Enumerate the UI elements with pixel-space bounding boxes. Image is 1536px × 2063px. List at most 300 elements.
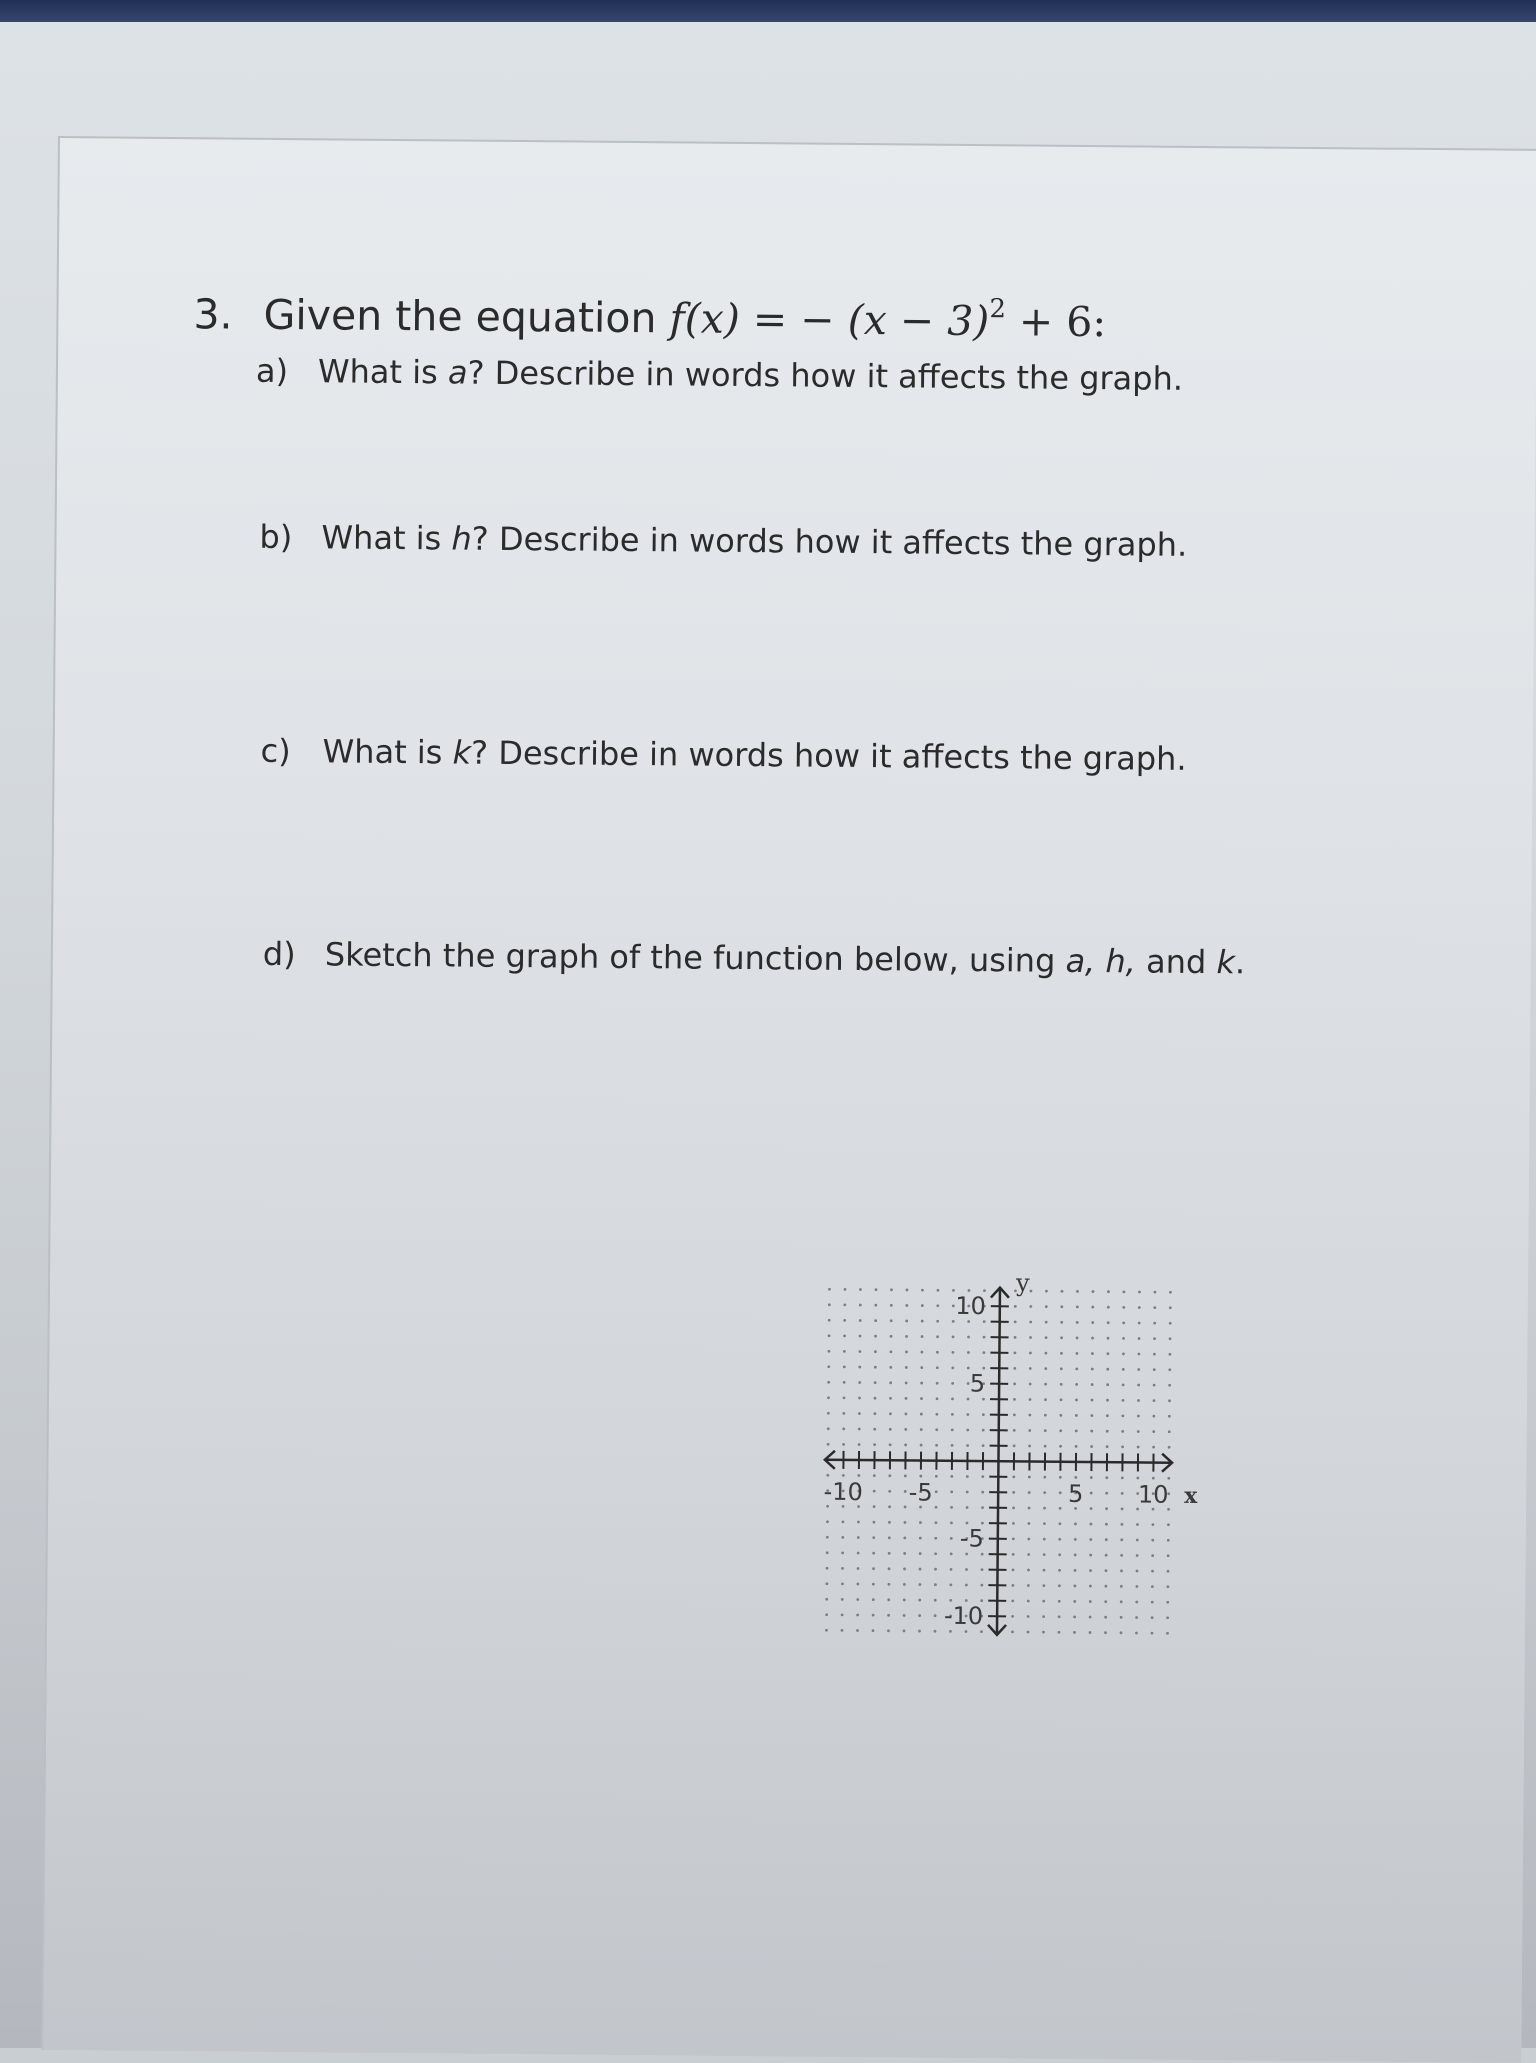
grid-dot	[1027, 1569, 1030, 1572]
grid-dot	[827, 1427, 830, 1430]
grid-dot	[1045, 1352, 1048, 1355]
grid-dot	[1029, 1352, 1032, 1355]
grid-dot	[1028, 1429, 1031, 1432]
grid-dot	[967, 1336, 970, 1339]
grid-dot	[1106, 1430, 1109, 1433]
grid-dot	[1107, 1352, 1110, 1355]
equation-equals: =	[753, 295, 788, 343]
grid-dot	[1153, 1368, 1156, 1371]
grid-dot	[1168, 1446, 1171, 1449]
grid-dot	[1105, 1523, 1108, 1526]
grid-dot	[889, 1443, 892, 1446]
grid-dot	[826, 1520, 829, 1523]
grid-dot	[1073, 1631, 1076, 1634]
grid-dot	[949, 1583, 952, 1586]
grid-dot	[1104, 1631, 1107, 1634]
window-top-bar	[0, 0, 1536, 22]
grid-dot	[889, 1412, 892, 1415]
grid-dot	[1089, 1616, 1092, 1619]
grid-dot	[1043, 1476, 1046, 1479]
grid-dot	[841, 1613, 844, 1616]
grid-dot	[1044, 1445, 1047, 1448]
grid-dot	[1122, 1337, 1125, 1340]
grid-dot	[888, 1474, 891, 1477]
grid-dot	[1013, 1367, 1016, 1370]
grid-dot	[934, 1614, 937, 1617]
grid-dot	[1121, 1507, 1124, 1510]
grid-dot	[1043, 1569, 1046, 1572]
grid-dot	[903, 1630, 906, 1633]
grid-dot	[1076, 1337, 1079, 1340]
grid-dot	[825, 1629, 828, 1632]
grid-dot	[935, 1475, 938, 1478]
grid-dot	[1169, 1337, 1172, 1340]
grid-dot	[828, 1319, 831, 1322]
grid-dot	[1122, 1306, 1125, 1309]
grid-dot	[1014, 1320, 1017, 1323]
grid-dot	[934, 1568, 937, 1571]
grid-dot	[888, 1505, 891, 1508]
part-d-post: .	[1235, 943, 1246, 981]
grid-dot	[859, 1335, 862, 1338]
grid-dot	[843, 1334, 846, 1337]
grid-dot	[1122, 1352, 1125, 1355]
grid-dot	[1029, 1305, 1032, 1308]
grid-dot	[1107, 1337, 1110, 1340]
grid-dot	[1076, 1306, 1079, 1309]
grid-dot	[1011, 1584, 1014, 1587]
grid-dot	[1122, 1321, 1125, 1324]
grid-dot	[874, 1319, 877, 1322]
grid-dot	[905, 1382, 908, 1385]
grid-dot	[1044, 1398, 1047, 1401]
grid-dot	[1061, 1290, 1064, 1293]
grid-dot	[967, 1351, 970, 1354]
grid-dot	[1059, 1429, 1062, 1432]
grid-dot	[843, 1319, 846, 1322]
grid-dot	[1152, 1477, 1155, 1480]
grid-dot	[921, 1351, 924, 1354]
grid-dot	[1027, 1600, 1030, 1603]
grid-dot	[1153, 1322, 1156, 1325]
grid-dot	[857, 1567, 860, 1570]
grid-dot	[874, 1381, 877, 1384]
grid-dot	[1028, 1476, 1031, 1479]
grid-dot	[872, 1536, 875, 1539]
grid-dot	[826, 1567, 829, 1570]
grid-dot	[859, 1288, 862, 1291]
grid-dot	[1091, 1321, 1094, 1324]
grid-dot	[1167, 1570, 1170, 1573]
grid-dot	[936, 1320, 939, 1323]
grid-dot	[1074, 1554, 1077, 1557]
grid-dot	[1013, 1444, 1016, 1447]
grid-dot	[1075, 1399, 1078, 1402]
grid-dot	[1121, 1414, 1124, 1417]
grid-dot	[950, 1552, 953, 1555]
grid-dot	[905, 1397, 908, 1400]
grid-dot	[951, 1413, 954, 1416]
grid-dot	[1137, 1399, 1140, 1402]
grid-dot	[1089, 1631, 1092, 1634]
grid-dot	[843, 1381, 846, 1384]
grid-dot	[1138, 1306, 1141, 1309]
grid-dot	[1059, 1507, 1062, 1510]
grid-dot	[827, 1381, 830, 1384]
grid-dot	[858, 1397, 861, 1400]
grid-dot	[905, 1304, 908, 1307]
grid-dot	[1167, 1477, 1170, 1480]
grid-dot	[981, 1491, 984, 1494]
part-b-pre: What is	[321, 518, 451, 557]
grid-dot	[1028, 1522, 1031, 1525]
y-axis	[997, 1288, 1000, 1635]
grid-dot	[1120, 1569, 1123, 1572]
grid-dot	[1058, 1600, 1061, 1603]
grid-dot	[889, 1428, 892, 1431]
grid-dot	[1106, 1368, 1109, 1371]
grid-dot	[1075, 1414, 1078, 1417]
grid-dot	[1137, 1384, 1140, 1387]
grid-dot	[1090, 1430, 1093, 1433]
grid-dot	[1136, 1539, 1139, 1542]
grid-dot	[951, 1397, 954, 1400]
grid-dot	[1030, 1290, 1033, 1293]
grid-dot	[1089, 1585, 1092, 1588]
grid-dot	[1060, 1398, 1063, 1401]
equation-lhs: f(x)	[669, 294, 740, 343]
grid-dot	[919, 1521, 922, 1524]
grid-dot	[1136, 1570, 1139, 1573]
grid-dot	[1120, 1600, 1123, 1603]
grid-dot	[1043, 1553, 1046, 1556]
grid-dot	[980, 1584, 983, 1587]
grid-dot	[1136, 1554, 1139, 1557]
grid-dot	[920, 1428, 923, 1431]
grid-dot	[1138, 1322, 1141, 1325]
grid-dot	[1075, 1383, 1078, 1386]
grid-dot	[919, 1568, 922, 1571]
grid-dot	[1090, 1507, 1093, 1510]
grid-dot	[1105, 1569, 1108, 1572]
grid-dot	[966, 1444, 969, 1447]
grid-dot	[1090, 1476, 1093, 1479]
grid-dot	[1168, 1415, 1171, 1418]
grid-dot	[856, 1583, 859, 1586]
grid-dot	[903, 1583, 906, 1586]
grid-dot	[935, 1413, 938, 1416]
part-d-pre: Sketch the graph of the function below, using	[325, 935, 1066, 979]
grid-dot	[1029, 1398, 1032, 1401]
grid-dot	[1168, 1399, 1171, 1402]
grid-dot	[841, 1567, 844, 1570]
grid-dot	[934, 1583, 937, 1586]
grid-dot	[1120, 1616, 1123, 1619]
grid-dot	[1059, 1522, 1062, 1525]
grid-dot	[1076, 1352, 1079, 1355]
grid-dot	[936, 1335, 939, 1338]
grid-dot	[967, 1320, 970, 1323]
grid-dot	[1060, 1305, 1063, 1308]
grid-dot	[856, 1614, 859, 1617]
grid-dot	[1074, 1569, 1077, 1572]
grid-dot	[1136, 1477, 1139, 1480]
grid-dot	[887, 1583, 890, 1586]
grid-dot	[1089, 1600, 1092, 1603]
grid-dot	[1151, 1570, 1154, 1573]
grid-dot	[872, 1567, 875, 1570]
grid-dot	[843, 1350, 846, 1353]
grid-dot	[966, 1413, 969, 1416]
grid-dot	[859, 1304, 862, 1307]
grid-dot	[1011, 1615, 1014, 1618]
grid-dot	[1137, 1368, 1140, 1371]
grid-dot	[935, 1428, 938, 1431]
grid-dot	[981, 1568, 984, 1571]
grid-dot	[1042, 1615, 1045, 1618]
grid-dot	[1012, 1491, 1015, 1494]
grid-dot	[1011, 1630, 1014, 1633]
grid-dot	[1136, 1523, 1139, 1526]
grid-dot	[1027, 1615, 1030, 1618]
grid-dot	[888, 1567, 891, 1570]
grid-dot	[1012, 1537, 1015, 1540]
x-axis-label: x	[1184, 1483, 1198, 1509]
grid-dot	[1091, 1352, 1094, 1355]
grid-dot	[1012, 1522, 1015, 1525]
grid-dot	[1029, 1367, 1032, 1370]
grid-dot	[982, 1398, 985, 1401]
grid-dot	[1104, 1585, 1107, 1588]
part-c-pre: What is	[322, 732, 452, 771]
grid-dot	[872, 1598, 875, 1601]
grid-dot	[904, 1444, 907, 1447]
grid-dot	[936, 1304, 939, 1307]
grid-dot	[1153, 1306, 1156, 1309]
grid-dot	[1167, 1539, 1170, 1542]
grid-dot	[873, 1521, 876, 1524]
grid-dot	[1105, 1507, 1108, 1510]
coordinate-grid[interactable]	[43, 138, 1536, 2063]
grid-dot	[1135, 1585, 1138, 1588]
part-c-var: k	[452, 733, 471, 771]
y-tick-label: 10	[955, 1292, 986, 1320]
grid-dot	[1074, 1538, 1077, 1541]
grid-dot	[842, 1427, 845, 1430]
grid-dot	[887, 1629, 890, 1632]
grid-dot	[920, 1397, 923, 1400]
grid-dot	[1042, 1631, 1045, 1634]
grid-dot	[904, 1506, 907, 1509]
grid-dot	[858, 1428, 861, 1431]
grid-dot	[981, 1553, 984, 1556]
grid-dot	[1168, 1384, 1171, 1387]
grid-dot	[843, 1396, 846, 1399]
grid-dot	[858, 1381, 861, 1384]
grid-dot	[1012, 1506, 1015, 1509]
grid-dot	[1042, 1584, 1045, 1587]
grid-dot	[1106, 1399, 1109, 1402]
grid-dot	[951, 1444, 954, 1447]
grid-dot	[842, 1443, 845, 1446]
grid-dot	[1058, 1569, 1061, 1572]
grid-dot	[904, 1413, 907, 1416]
grid-dot	[828, 1350, 831, 1353]
grid-dot	[874, 1397, 877, 1400]
x-tick-label: 5	[1068, 1480, 1084, 1508]
grid-dot	[872, 1629, 875, 1632]
grid-dot	[1058, 1615, 1061, 1618]
grid-dot	[1012, 1568, 1015, 1571]
grid-dot	[903, 1568, 906, 1571]
grid-dot	[1166, 1601, 1169, 1604]
worksheet-page	[41, 136, 1536, 2063]
part-d-vars: a, h,	[1065, 942, 1136, 981]
grid-dot	[1120, 1554, 1123, 1557]
grid-dot	[935, 1506, 938, 1509]
grid-dot	[1013, 1382, 1016, 1385]
equation-exponent: 2	[989, 294, 1006, 324]
grid-dot	[1151, 1632, 1154, 1635]
grid-dot	[1013, 1429, 1016, 1432]
grid-dot	[1121, 1430, 1124, 1433]
grid-dot	[1152, 1446, 1155, 1449]
grid-dot	[1135, 1601, 1138, 1604]
grid-dot	[934, 1599, 937, 1602]
grid-dot	[1089, 1538, 1092, 1541]
grid-dot	[1151, 1616, 1154, 1619]
grid-dot	[903, 1599, 906, 1602]
grid-dot	[890, 1319, 893, 1322]
grid-dot	[1013, 1398, 1016, 1401]
grid-dot	[1027, 1553, 1030, 1556]
x-tick-label: -10	[823, 1478, 862, 1506]
grid-dot	[1152, 1415, 1155, 1418]
grid-dot	[921, 1289, 924, 1292]
part-a-post: ? Describe in words how it affects the graph.	[467, 354, 1183, 398]
grid-dot	[872, 1614, 875, 1617]
grid-dot	[934, 1630, 937, 1633]
grid-dot	[827, 1365, 830, 1368]
grid-dot	[1122, 1383, 1125, 1386]
grid-dot	[920, 1366, 923, 1369]
grid-dot	[827, 1412, 830, 1415]
grid-dot	[980, 1630, 983, 1633]
grid-dot	[1105, 1476, 1108, 1479]
grid-dot	[951, 1428, 954, 1431]
grid-dot	[966, 1491, 969, 1494]
grid-dot	[873, 1474, 876, 1477]
grid-dot	[1166, 1632, 1169, 1635]
grid-dot	[857, 1521, 860, 1524]
grid-dot	[1073, 1616, 1076, 1619]
grid-dot	[1120, 1631, 1123, 1634]
grid-dot	[1090, 1414, 1093, 1417]
grid-dot	[874, 1304, 877, 1307]
grid-dot	[841, 1536, 844, 1539]
grid-dot	[1045, 1321, 1048, 1324]
grid-dot	[1060, 1383, 1063, 1386]
grid-dot	[873, 1443, 876, 1446]
grid-dot	[936, 1366, 939, 1369]
grid-dot	[1107, 1321, 1110, 1324]
grid-dot	[1029, 1383, 1032, 1386]
grid-dot	[828, 1303, 831, 1306]
grid-dot	[1104, 1616, 1107, 1619]
grid-dot	[937, 1289, 940, 1292]
grid-dot	[1105, 1538, 1108, 1541]
grid-dot	[904, 1428, 907, 1431]
grid-dot	[918, 1630, 921, 1633]
grid-dot	[888, 1536, 891, 1539]
grid-dot	[873, 1412, 876, 1415]
grid-dot	[1122, 1368, 1125, 1371]
grid-dot	[1060, 1367, 1063, 1370]
grid-dot	[952, 1351, 955, 1354]
grid-dot	[1058, 1538, 1061, 1541]
grid-dot	[842, 1412, 845, 1415]
part-d-letter: d)	[263, 935, 325, 974]
grid-dot	[1151, 1601, 1154, 1604]
grid-dot	[1075, 1368, 1078, 1371]
equation-base: (x − 3)	[847, 296, 989, 345]
grid-dot	[874, 1335, 877, 1338]
grid-dot	[1122, 1399, 1125, 1402]
grid-dot	[1090, 1492, 1093, 1495]
grid-dot	[1013, 1413, 1016, 1416]
grid-dot	[1151, 1585, 1154, 1588]
grid-dot	[904, 1490, 907, 1493]
grid-dot	[1121, 1523, 1124, 1526]
grid-dot	[1044, 1414, 1047, 1417]
grid-dot	[872, 1583, 875, 1586]
grid-dot	[1169, 1306, 1172, 1309]
grid-dot	[919, 1537, 922, 1540]
grid-dot	[1045, 1290, 1048, 1293]
grid-dot	[890, 1304, 893, 1307]
grid-dot	[889, 1366, 892, 1369]
grid-dot	[1012, 1553, 1015, 1556]
grid-dot	[983, 1320, 986, 1323]
grid-dot	[1120, 1585, 1123, 1588]
grid-dot	[1058, 1553, 1061, 1556]
grid-dot	[981, 1475, 984, 1478]
grid-dot	[982, 1413, 985, 1416]
grid-dot	[1059, 1476, 1062, 1479]
grid-dot	[1153, 1399, 1156, 1402]
y-axis-label: y	[1015, 1269, 1030, 1297]
grid-dot	[934, 1537, 937, 1540]
grid-dot	[1076, 1321, 1079, 1324]
grid-dot	[841, 1582, 844, 1585]
grid-dot	[859, 1319, 862, 1322]
grid-dot	[920, 1413, 923, 1416]
grid-dot	[904, 1475, 907, 1478]
grid-dot	[857, 1536, 860, 1539]
grid-dot	[966, 1475, 969, 1478]
equation-minus: −	[800, 295, 835, 343]
grid-dot	[1060, 1321, 1063, 1324]
part-b-post: ? Describe in words how it affects the graph.	[472, 520, 1188, 564]
grid-dot	[950, 1537, 953, 1540]
y-tick-label: 5	[970, 1370, 986, 1398]
grid-dot	[1028, 1507, 1031, 1510]
question-number: 3.	[193, 290, 233, 338]
grid-dot	[935, 1490, 938, 1493]
grid-dot	[1168, 1353, 1171, 1356]
grid-dot	[826, 1551, 829, 1554]
grid-dot	[1135, 1632, 1138, 1635]
